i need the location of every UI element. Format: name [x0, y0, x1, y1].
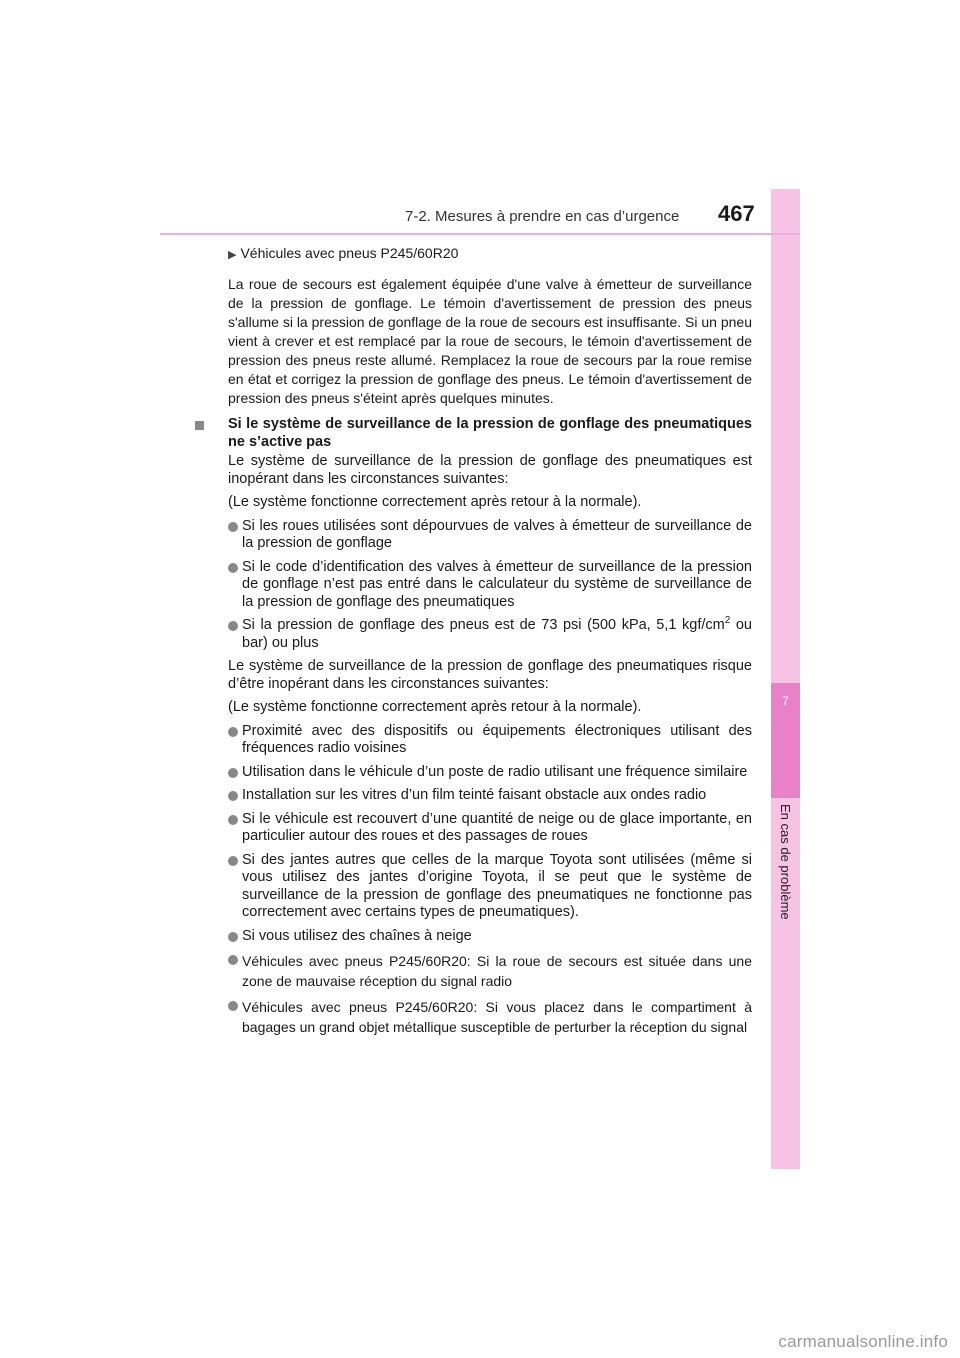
bullet-icon — [228, 727, 238, 737]
square-bullet-icon — [195, 421, 204, 430]
list-item-text: Si les roues utilisées sont dépourvues de valves à émetteur de surveillance de la pression de gonflage — [242, 517, 752, 551]
list-item-text: Proximité avec des dispositifs ou équipements électroniques utilisant des fréquences radio voisines — [242, 722, 752, 756]
page-number: 467 — [718, 201, 755, 226]
bullet-icon — [228, 815, 238, 825]
list-item — [228, 723, 752, 758]
list-item-text: Si le véhicule est recouvert d’une quantité de neige ou de glace importante, en particulier autour des roues et des passages de roues — [242, 810, 752, 844]
bullet-icon — [228, 955, 238, 965]
watermark: carmanualsonline.info — [778, 1332, 948, 1351]
bullet-icon — [228, 791, 238, 801]
chapter-number: 7 — [782, 694, 789, 708]
list-item — [228, 852, 752, 922]
bullet-icon — [228, 856, 238, 866]
bullet-icon — [228, 932, 238, 942]
section-paragraph: Le système de surveillance de la pression de gonflage des pneumatiques est inopérant dans les circonstances suivantes: — [228, 453, 752, 487]
list-item — [228, 787, 752, 805]
list-item-text: Installation sur les vitres d’un film teinté faisant obstacle aux ondes radio — [242, 787, 707, 803]
bullet-icon — [228, 1001, 238, 1011]
section-heading — [212, 416, 752, 451]
section-paragraph: (Le système fonctionne correctement après retour à la normale). — [228, 699, 642, 715]
condition-list-risk — [228, 723, 752, 1038]
list-item — [228, 764, 752, 782]
list-item — [228, 559, 752, 612]
vehicle-subheading-text: Véhicules avec pneus P245/60R20 — [240, 245, 459, 261]
list-item-text: Si la pression de gonflage des pneus est de 73 psi (500 kPa, 5,1 kgf/cm — [242, 617, 725, 633]
list-item — [228, 811, 752, 846]
bullet-icon — [228, 768, 238, 778]
vehicle-subheading — [228, 244, 752, 265]
header-rule — [160, 233, 800, 235]
section-paragraph: (Le système fonctionne correctement après retour à la normale). — [228, 494, 642, 510]
superscript: 2 — [724, 615, 731, 627]
section-heading-text: Si le système de surveillance de la pression de gonflage des pneumatiques ne s’active pas — [228, 416, 752, 450]
bullet-icon — [228, 522, 238, 532]
bullet-icon — [228, 621, 238, 631]
list-item-text: Si le code d’identification des valves à émetteur de surveillance de la pression de gonflage n’est pas entré dans le calculateur du système de surveillance de la pression de gonflage des pneumatiques — [242, 558, 752, 610]
list-item — [228, 928, 752, 946]
intro-paragraph: La roue de secours est également équipée d'une valve à émetteur de surveillance de la pression de gonflage. Le témoin d'avertissement de pression des pneus s'allume si la pression de gonflage de la roue de secours est insuffisante. Si un pneu vient à crever et est remplacé par la roue de secours, le témoin d'avertissement de pression des pneus reste allumé. Remplacez la roue de secours par la roue remise en état et corrigez la pression de gonflage des pneus. Le témoin d'avertissement de pression des pneus s'éteint après quelques minutes. — [228, 276, 752, 406]
bullet-icon — [228, 563, 238, 573]
list-item-text: Véhicules avec pneus P245/60R20: Si vous placez dans le compartiment à bagages un grand objet métallique susceptible de perturber la réception du signal — [242, 999, 752, 1035]
list-item-text: Véhicules avec pneus P245/60R20: Si la roue de secours est située dans une zone de mauvaise réception du signal radio — [242, 953, 752, 989]
list-item — [228, 951, 752, 991]
section-title: 7-2. Mesures à prendre en cas d’urgence — [405, 208, 680, 225]
list-item — [228, 518, 752, 553]
list-item-text: Si vous utilisez des chaînes à neige — [242, 927, 472, 944]
list-item — [228, 617, 752, 652]
condition-list-inoperant — [228, 518, 752, 653]
list-item — [228, 997, 752, 1037]
page-content — [212, 244, 752, 1043]
chapter-side-tab — [771, 189, 800, 1169]
list-item-text: ou bar) ou plus — [242, 617, 752, 651]
list-item-text: Si des jantes autres que celles de la marque Toyota sont utilisées (même si vous utilisez des jantes d’origine Toyota, il se peut que le système de surveillance de la pression de gonflage des pneumatiques ne fonctionne pas correctement avec certains types de pneumatiques). — [242, 851, 752, 920]
chapter-label: En cas de problème — [778, 804, 793, 920]
list-item-text: Utilisation dans le véhicule d’un poste de radio utilisant une fréquence similaire — [242, 763, 748, 780]
section-paragraph: Le système de surveillance de la pression de gonflage des pneumatiques risque d’être inopérant dans les circonstances suivantes: — [228, 658, 752, 692]
arrow-icon: ▶ — [228, 249, 237, 261]
